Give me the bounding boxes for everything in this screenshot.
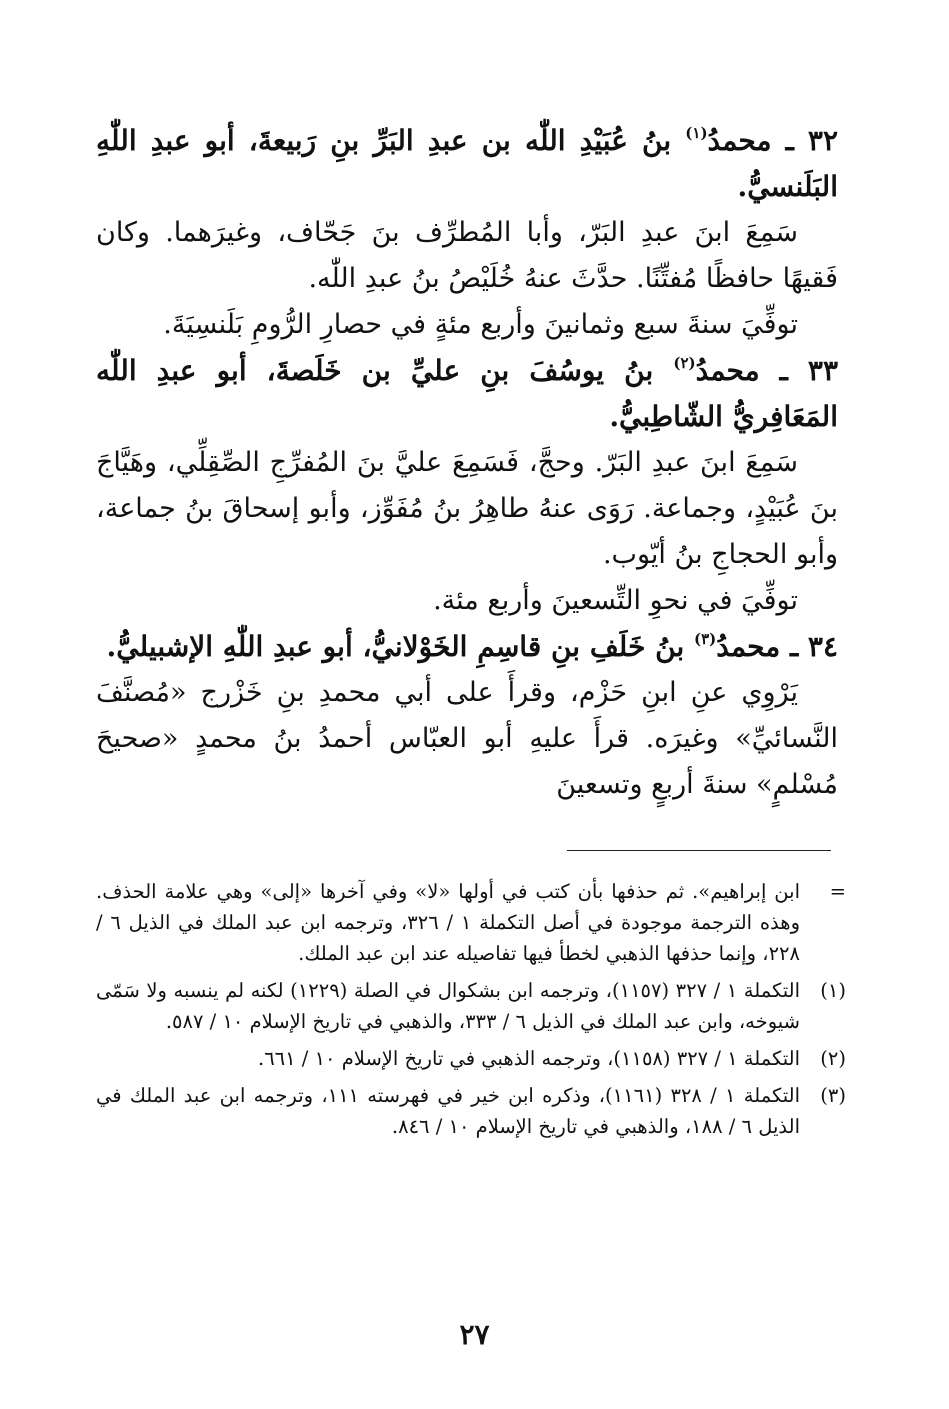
entry-number-name: ٣٣ ـ محمدُ: [695, 354, 838, 387]
footnote-2: [96, 1043, 846, 1074]
entry-heading: [96, 348, 838, 440]
footnote-mark: =: [829, 880, 846, 903]
entry-paragraph: توفِّيَ في نحوِ التِّسعينَ وأربع مئة.: [433, 585, 798, 616]
footnotes: [96, 876, 846, 1148]
footnote-reference: (١): [685, 124, 708, 142]
footnote-text: ابن إبراهيم». ثم حذفها بأن كتب في أولها «لا» وفي آخرها «إلى» وهي علامة الحذف. وهذه الترجمة موجودة في أصل التكملة ١ / ٣٢٦، وترجمه ابن عبد الملك في الذيل ٦ / ٢٢٨، وإنما حذفها الذهبي لخطأ فيها تفاصيله عند ابن عبد الملك.: [96, 880, 800, 965]
footnote-text: التكملة ١ / ٣٢٨ (١١٦١)، وذكره ابن خير في فهرسته ١١١، وترجمه ابن عبد الملك في الذيل ٦ / ١٨٨، والذهبي في تاريخ الإسلام ١٠ / ٨٤٦.: [96, 1084, 800, 1138]
footnote-3: [96, 1080, 846, 1142]
footnote-reference: (٢): [673, 354, 696, 372]
footnote-mark: (١): [820, 979, 846, 1002]
entry-paragraph: سَمِعَ ابنَ عبدِ البَرّ، وأبا المُطرِّف بنَ جَحّاف، وغيرَهما. وكان فَقيهًا حافظًا مُفتِّنًا. حدَّثَ عنهُ خُلَيْصُ بنُ عبدِ اللّٰه.: [96, 217, 838, 294]
entry-number-name: ٣٢ ـ محمدُ: [707, 124, 838, 157]
main-text: [96, 118, 838, 808]
footnote-continued: [96, 876, 846, 969]
footnote-text: التكملة ١ / ٣٢٧ (١١٥٧)، وترجمه ابن بشكوال في الصلة (١٢٢٩) لكنه لم ينسبه ولا سَمّى شيوخه، وابن عبد الملك في الذيل ٦ / ٣٣٣، والذهبي في تاريخ الإسلام ١٠ / ٥٨٧.: [96, 979, 800, 1033]
footnote-1: [96, 975, 846, 1037]
page-number: ٢٧: [459, 1318, 490, 1351]
footnote-text: التكملة ١ / ٣٢٧ (١١٥٨)، وترجمه الذهبي في تاريخ الإسلام ١٠ / ٦٦١.: [257, 1047, 800, 1070]
biography-entry-32: [96, 118, 838, 348]
entry-paragraph: يَرْوِي عنِ ابنِ حَزْم، وقرأَ على أبي محمدِ بنِ خَزْرج «مُصنَّفَ النَّسائيِّ» وغيرَه. قرأَ عليهِ أبو العبّاس أحمدُ بنُ محمدٍ «صحيحَ مُسْلمٍ» سنةَ أربعٍ وتسعينَ: [96, 677, 839, 800]
entry-lineage: بنُ عُبَيْدِ اللّٰه بن عبدِ البَرِّ بنِ رَبيعةَ، أبو عبدِ اللّٰهِ البَلَنسيُّ.: [96, 124, 838, 203]
footnote-mark: (٢): [820, 1047, 846, 1070]
footnote-separator: [567, 850, 831, 851]
biography-entry-34: [96, 624, 838, 808]
entry-paragraph: توفِّيَ سنةَ سبع وثمانينَ وأربع مئةٍ في حصارِ الرُّومِ بَلَنسِيَةَ.: [163, 309, 798, 340]
entry-paragraph: سَمِعَ ابنَ عبدِ البَرّ. وحجَّ، فَسَمِعَ عليَّ بنَ المُفرِّجِ الصِّقِلِّي، وهَيَّاجَ بنَ عُبَيْدٍ، وجماعة. رَوَى عنهُ طاهِرُ بنُ مُفَوِّز، وأبو إسحاقَ بنُ جماعة، وأبو الحجاجِ بنُ أيّوب.: [96, 447, 838, 570]
footnote-reference: (٣): [693, 630, 717, 648]
biography-entry-33: [96, 348, 838, 624]
entry-lineage: بنُ يوسُفَ بنِ عليِّ بن خَلَصةَ، أبو عبدِ اللّٰه المَعَافِريُّ الشّاطِبيُّ.: [96, 354, 838, 433]
footnote-mark: (٣): [820, 1084, 846, 1107]
entry-heading: [96, 624, 838, 670]
entry-lineage: بنُ خَلَفِ بنِ قاسِمِ الخَوْلانيُّ، أبو عبدِ اللّٰهِ الإشبيليُّ.: [106, 630, 694, 663]
entry-number-name: ٣٤ ـ محمدُ: [716, 630, 838, 663]
entry-heading: [96, 118, 838, 210]
